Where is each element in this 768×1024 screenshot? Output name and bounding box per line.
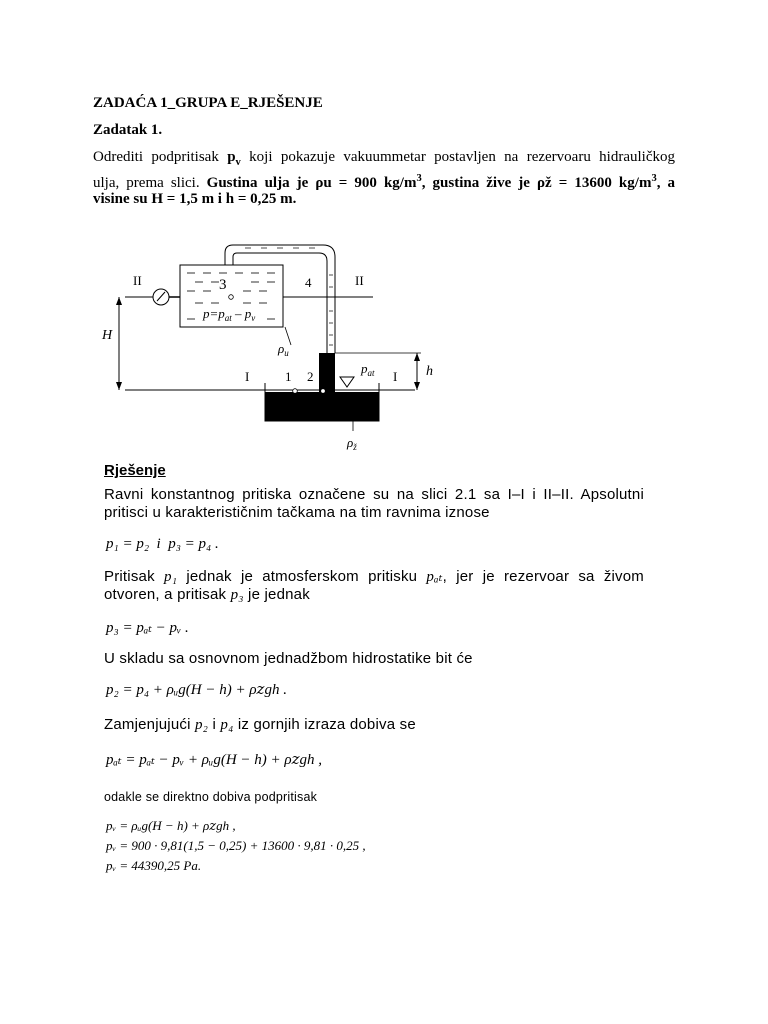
task-line-3: visine su H = 1,5 m i h = 0,25 m. (93, 191, 297, 207)
solution-title: Rješenje (104, 462, 166, 479)
label-4: 4 (305, 275, 312, 290)
label-rho-z: $\rho_ž$ (347, 435, 357, 452)
document-title: ZADAĆA 1_GRUPA E_RJEŠENJE (93, 95, 323, 111)
solution-para3: U skladu sa osnovnom jednadžbom hidrostatike bit će (104, 650, 473, 667)
solution-para4: Zamjenjujući p₂ i p₄ iz gornjih izraza dobiva se (104, 716, 416, 733)
equation-3: p₂ = p₄ + ρᵤg(H − h) + ρ𝑧gh . (106, 682, 287, 698)
equation-6: pᵥ = 900 · 9,81(1,5 − 0,25) + 13600 · 9,81 · 0,25 , (106, 838, 366, 853)
point-1 (293, 389, 298, 394)
solution-para5: odakle se direktno dobiva podpritisak (104, 790, 318, 804)
task-line-1: Odrediti podpritisak $p_v$ koji pokazuje vakuummetar postavljen na rezervoaru hidrauličkog (93, 149, 675, 168)
task-line-2: ulja, prema slici. Gustina ulja je ρu = 900 $kg/m^3$, gustina žive je ρž = 13600 $kg/m^3$, a (93, 173, 675, 191)
point-2 (321, 389, 326, 394)
label-I-right: I (393, 369, 398, 384)
label-rho-u: $\rho_u$ (278, 341, 289, 358)
label-1: 1 (285, 369, 292, 384)
equation-1: p₁ = p₂ i p₃ = p₄ . (106, 536, 219, 552)
label-h: h (426, 364, 433, 379)
solution-para2-line1: Pritisak p₁ jednak je atmosferskom pritisku pₐₜ, jer je rezervoar sa živom (104, 568, 644, 585)
label-H: H (102, 328, 113, 343)
solution-para1-line1: Ravni konstantnog pritiska označene su na slici 2.1 sa I–I i II–II. Apsolutni (104, 486, 644, 503)
mercury-column (319, 353, 335, 393)
hydraulic-diagram (95, 235, 433, 460)
solution-para1-line2: pritisci u karakterističnim tačkama na tim ravnima iznose (104, 504, 490, 521)
equation-4: pₐₜ = pₐₜ − pᵥ + ρᵤg(H − h) + ρ𝑧gh , (106, 752, 322, 768)
equation-2: p₃ = pₐₜ − pᵥ . (106, 620, 189, 636)
label-I-left: I (245, 369, 250, 384)
mercury-reservoir (265, 392, 379, 421)
label-p-at: $p_{at}$ (361, 361, 375, 378)
label-II-right: II (355, 273, 364, 288)
solution-para2-line2: otvoren, a pritisak p₃ je jednak (104, 586, 310, 603)
free-surface-icon (340, 377, 354, 387)
equation-7: pᵥ = 44390,25 Pa. (106, 858, 202, 873)
equation-5: pᵥ = ρᵤg(H − h) + ρ𝑧gh , (106, 818, 236, 833)
label-3: 3 (219, 277, 227, 293)
point-3 (229, 295, 234, 300)
task-label: Zadatak 1. (93, 122, 163, 138)
label-II-left: II (133, 273, 142, 288)
label-tank-pressure: $p=p_{at} - p_v$ (203, 306, 256, 323)
label-2: 2 (307, 369, 314, 384)
rho-u-leader (285, 327, 291, 345)
